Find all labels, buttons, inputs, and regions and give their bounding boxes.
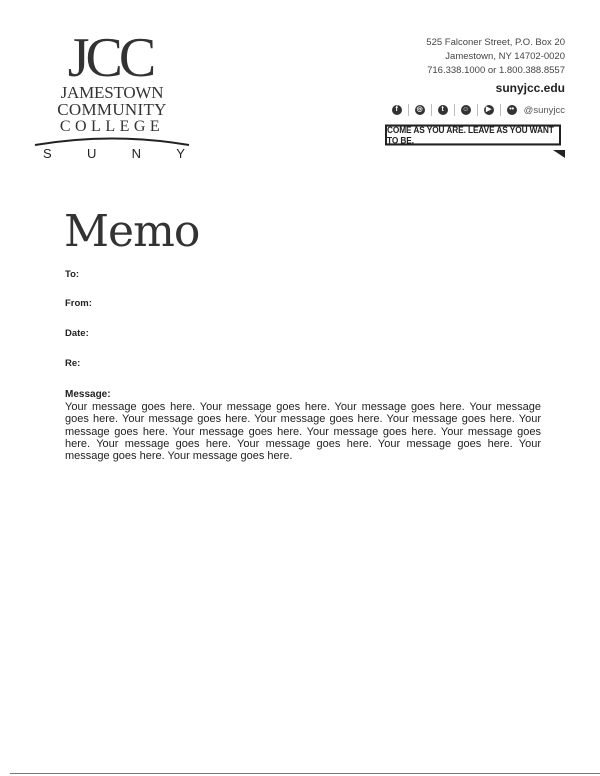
field-date: Date: <box>65 328 89 339</box>
message-label: Message: <box>65 389 111 400</box>
logo-suny-n: N <box>131 146 142 161</box>
logo-initials: JCC <box>67 27 153 89</box>
divider <box>454 104 455 116</box>
facebook-icon[interactable]: f <box>392 105 402 115</box>
divider <box>477 104 478 116</box>
divider <box>408 104 409 116</box>
field-re: Re: <box>65 358 81 369</box>
social-handle: @sunyjcc <box>523 104 565 116</box>
social-bar <box>392 104 565 116</box>
tagline-tail <box>553 150 565 158</box>
field-to: To: <box>65 269 80 280</box>
message-body: Your message goes here. Your message goes here. Your message goes here. Your message goes here. Your message goes here. Your message goes here. Your message goes here. Your message goes here. Your message goes here. Your message goes here. Your message goes here. Your message goes here. Your message goes here. Your message goes here. Your message goes here. Your message goes here. <box>65 401 541 463</box>
logo-line-jamestown: JAMESTOWN <box>60 83 164 102</box>
logo-suny-s: S <box>43 146 52 161</box>
logo-line-college: COLLEGE <box>59 118 165 135</box>
youtube-icon[interactable]: ▶ <box>484 105 494 115</box>
phone-numbers: 716.338.1000 or 1.800.388.8557 <box>427 65 565 76</box>
college-logo <box>33 27 191 162</box>
field-from: From: <box>65 298 92 309</box>
logo-suny-y: Y <box>176 146 185 161</box>
contact-block <box>426 36 565 96</box>
page-title: Memo <box>64 206 200 257</box>
logo-suny <box>43 146 185 161</box>
divider <box>431 104 432 116</box>
page-bottom-divider <box>10 773 600 774</box>
divider <box>500 104 501 116</box>
website-link[interactable]: sunyjcc.edu <box>495 81 565 95</box>
address-line-2: Jamestown, NY 14702-0020 <box>445 51 565 62</box>
address-line-1: 525 Falconer Street, P.O. Box 20 <box>426 37 565 48</box>
twitter-icon[interactable]: t <box>438 105 448 115</box>
snapchat-icon[interactable]: ☺ <box>462 106 470 113</box>
logo-line-community: COMMUNITY <box>57 100 167 119</box>
instagram-icon[interactable]: ◎ <box>416 106 423 113</box>
flickr-icon[interactable]: •• <box>507 105 517 115</box>
tagline-box: COME AS YOU ARE. LEAVE AS YOU WANT TO BE. <box>385 125 561 146</box>
logo-suny-u: U <box>86 146 97 161</box>
